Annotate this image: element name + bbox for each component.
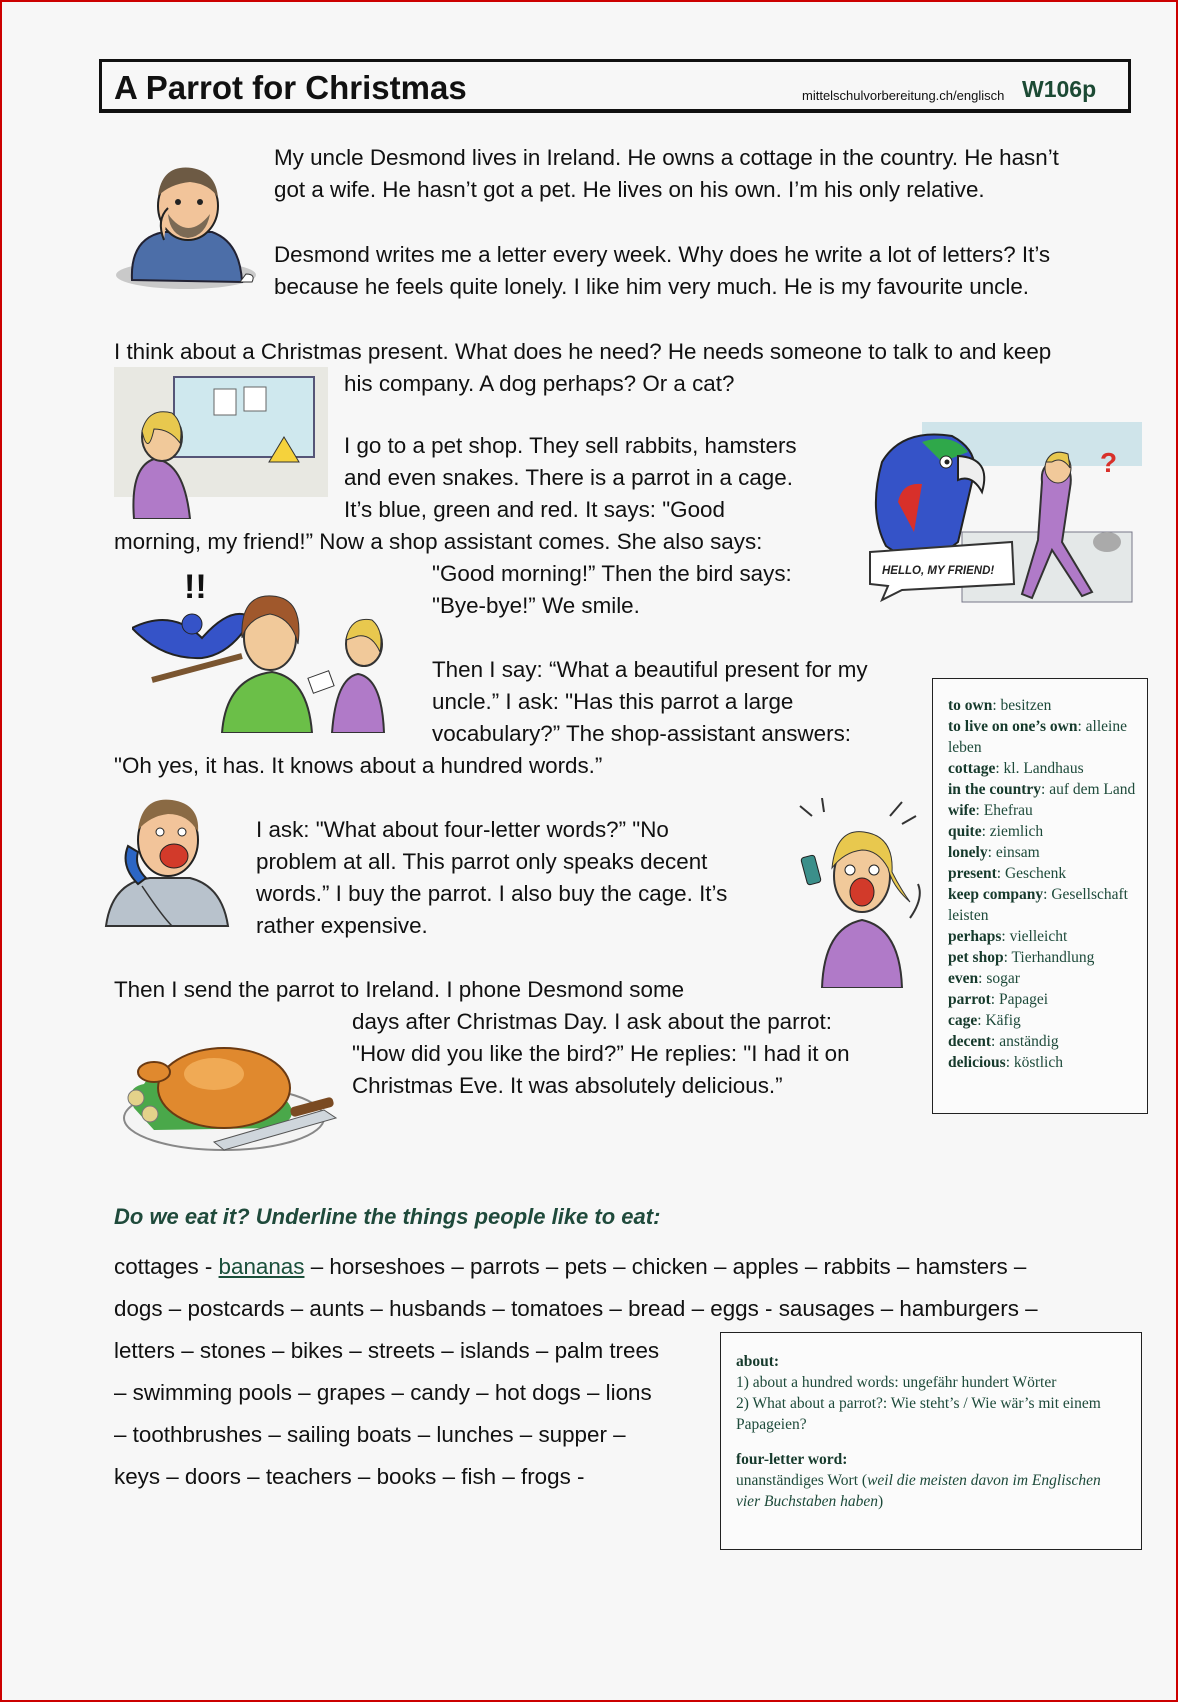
glossary-entry: quite: ziemlich xyxy=(948,823,1044,840)
glossary-list xyxy=(948,695,1137,1073)
story-line: words.” I buy the parrot. I also buy the cage. It’s xyxy=(256,881,728,906)
uncle-on-phone-illustration xyxy=(102,786,232,928)
story-line: got a wife. He hasn’t got a pet. He lives on his own. I’m his only relative. xyxy=(274,177,985,202)
glossary-term: lonely xyxy=(948,844,988,861)
notes-heading: four-letter word: xyxy=(736,1451,848,1468)
glossary-term: keep company xyxy=(948,886,1044,903)
title-box xyxy=(99,59,1131,113)
story-line: I think about a Christmas present. What does he need? He needs someone to talk to and keep xyxy=(114,339,1052,364)
glossary-definition: ziemlich xyxy=(989,823,1044,840)
notes-text: unanständiges Wort ( xyxy=(736,1472,868,1489)
glossary-entry: lonely: einsam xyxy=(948,844,1040,861)
glossary-box xyxy=(932,678,1148,1114)
glossary-entry: in the country: auf dem Land xyxy=(948,781,1136,798)
speech-bubble-text: HELLO, MY FRIEND! xyxy=(882,565,995,577)
glossary-entry: to live on one’s own: alleine leben xyxy=(948,718,1127,756)
glossary-entry: delicious: köstlich xyxy=(948,1054,1063,1071)
notes-italic-text: weil die meisten davon im Englischen vier Buchstaben haben xyxy=(736,1472,1101,1510)
notes-line: 2) What about a parrot?: Wie steht’s / Wie wär’s mit einem Papageien? xyxy=(736,1395,1101,1433)
roast-turkey-illustration xyxy=(114,1018,340,1154)
glossary-entry: cage: Käfig xyxy=(948,1012,1021,1029)
glossary-definition: Gesellschaft leisten xyxy=(948,886,1128,924)
story-line: Christmas Eve. It was absolutely delicious.” xyxy=(352,1073,783,1098)
page-title: A Parrot for Christmas xyxy=(114,69,467,106)
story-line: "Oh yes, it has. It knows about a hundred words.” xyxy=(114,753,603,778)
notes-heading: about: xyxy=(736,1353,780,1370)
story-line: uncle.” I ask: "Has this parrot a large xyxy=(432,689,794,714)
glossary-term: cottage xyxy=(948,760,996,777)
story-line: It’s blue, green and red. It says: "Good xyxy=(344,497,725,522)
glossary-term: to own xyxy=(948,697,993,714)
website-label: mittelschulvorbereitung.ch/englisch xyxy=(802,88,1005,103)
glossary-definition: Käfig xyxy=(985,1012,1021,1029)
glossary-definition: einsam xyxy=(995,844,1040,861)
notes-line: 1) about a hundred words: ungefähr hundert Wörter xyxy=(736,1374,1057,1391)
glossary-definition: auf dem Land xyxy=(1049,781,1136,798)
story-line: vocabulary?” The shop-assistant answers: xyxy=(432,721,851,746)
exercise-line: keys – doors – teachers – books – fish – frogs - xyxy=(114,1464,585,1489)
exercise-line: – swimming pools – grapes – candy – hot dogs – lions xyxy=(114,1380,652,1405)
exercise-line: dogs – postcards – aunts – husbands – tomatoes – bread – eggs - sausages – hamburgers – xyxy=(114,1296,1038,1321)
glossary-term: present xyxy=(948,865,997,882)
story-line: morning, my friend!” Now a shop assistant comes. She also says: xyxy=(114,529,763,554)
story-line: Then I send the parrot to Ireland. I phone Desmond some xyxy=(114,977,685,1002)
glossary-term: decent xyxy=(948,1033,992,1050)
notes-line xyxy=(736,1470,1127,1512)
story-line: My uncle Desmond lives in Ireland. He owns a cottage in the country. He hasn’t xyxy=(274,145,1059,170)
story-line: "How did you like the bird?” He replies: "I had it on xyxy=(352,1041,850,1066)
parrot-in-shop-illustration xyxy=(862,422,1142,612)
story-line: I go to a pet shop. They sell rabbits, hamsters xyxy=(344,433,797,458)
glossary-entry: even: sogar xyxy=(948,970,1020,987)
glossary-term: delicious xyxy=(948,1054,1006,1071)
glossary-entry: to own: besitzen xyxy=(948,697,1052,714)
glossary-term: perhaps xyxy=(948,928,1002,945)
worksheet-code: W106p xyxy=(1022,76,1097,102)
glossary-definition: kl. Landhaus xyxy=(1003,760,1084,777)
glossary-term: cage xyxy=(948,1012,978,1029)
girl-at-pet-shop-illustration xyxy=(114,367,328,519)
glossary-definition: sogar xyxy=(986,970,1020,987)
story-line: his company. A dog perhaps? Or a cat? xyxy=(344,371,735,396)
glossary-entry: present: Geschenk xyxy=(948,865,1067,882)
exercise-instruction: Do we eat it? Underline the things people like to eat: xyxy=(114,1204,661,1229)
glossary-entry: parrot: Papagei xyxy=(948,991,1049,1008)
glossary-definition: Ehefrau xyxy=(983,802,1033,819)
story-line: "Good morning!” Then the bird says: xyxy=(432,561,792,586)
glossary-definition: Papagei xyxy=(998,991,1049,1008)
notes-box xyxy=(720,1332,1142,1550)
glossary-definition: Tierhandlung xyxy=(1011,949,1095,966)
glossary-definition: vielleicht xyxy=(1009,928,1068,945)
glossary-entry: keep company: Gesellschaft leisten xyxy=(948,886,1128,924)
exercise-line: – toothbrushes – sailing boats – lunches – supper – xyxy=(114,1422,626,1447)
glossary-entry: decent: anständig xyxy=(948,1033,1059,1050)
story-line: "Bye-bye!” We smile. xyxy=(432,593,640,618)
glossary-definition: anständig xyxy=(999,1033,1059,1050)
glossary-term: pet shop xyxy=(948,949,1004,966)
glossary-definition: köstlich xyxy=(1013,1054,1063,1071)
story-line: Desmond writes me a letter every week. Why does he write a lot of letters? It’s xyxy=(274,242,1051,267)
story-line: days after Christmas Day. I ask about the parrot: xyxy=(352,1009,832,1034)
glossary-entry: cottage: kl. Landhaus xyxy=(948,760,1084,777)
glossary-definition: besitzen xyxy=(1000,697,1052,714)
svg-text:?: ? xyxy=(1100,447,1118,478)
exercise-line xyxy=(114,1254,1026,1280)
glossary-entry: perhaps: vielleicht xyxy=(948,928,1068,945)
exercise-word: cottages - xyxy=(114,1254,219,1279)
glossary-entry: wife: Ehefrau xyxy=(948,802,1033,819)
uncle-thinking-illustration xyxy=(112,150,260,292)
glossary-term: even xyxy=(948,970,979,987)
exercise-line: letters – stones – bikes – streets – islands – palm trees xyxy=(114,1338,660,1363)
story-line: because he feels quite lonely. I like him very much. He is my favourite uncle. xyxy=(274,274,1029,299)
story-line: problem at all. This parrot only speaks decent xyxy=(256,849,708,874)
underlined-example-word: bananas xyxy=(218,1254,305,1279)
glossary-term: parrot xyxy=(948,991,991,1008)
shocked-girl-on-phone-illustration xyxy=(792,798,932,988)
glossary-term: quite xyxy=(948,823,982,840)
svg-text:!!: !! xyxy=(184,568,207,606)
glossary-term: wife xyxy=(948,802,976,819)
notes-text: ) xyxy=(878,1493,884,1510)
story-line: I ask: "What about four-letter words?” "No xyxy=(256,817,669,842)
story-line: and even snakes. There is a parrot in a cage. xyxy=(344,465,793,490)
glossary-definition: Geschenk xyxy=(1004,865,1067,882)
glossary-term: in the country xyxy=(948,781,1041,798)
story-line: Then I say: “What a beautiful present for my xyxy=(432,657,868,682)
glossary-entry: pet shop: Tierhandlung xyxy=(948,949,1095,966)
exercise-word: – horseshoes – parrots – pets – chicken – apples – rabbits – hamsters – xyxy=(304,1254,1027,1279)
glossary-term: to live on one’s own xyxy=(948,718,1078,735)
glossary-definition: alleine leben xyxy=(948,718,1127,756)
story-line: rather expensive. xyxy=(256,913,428,938)
shop-assistant-and-parrot-illustration xyxy=(132,568,412,733)
